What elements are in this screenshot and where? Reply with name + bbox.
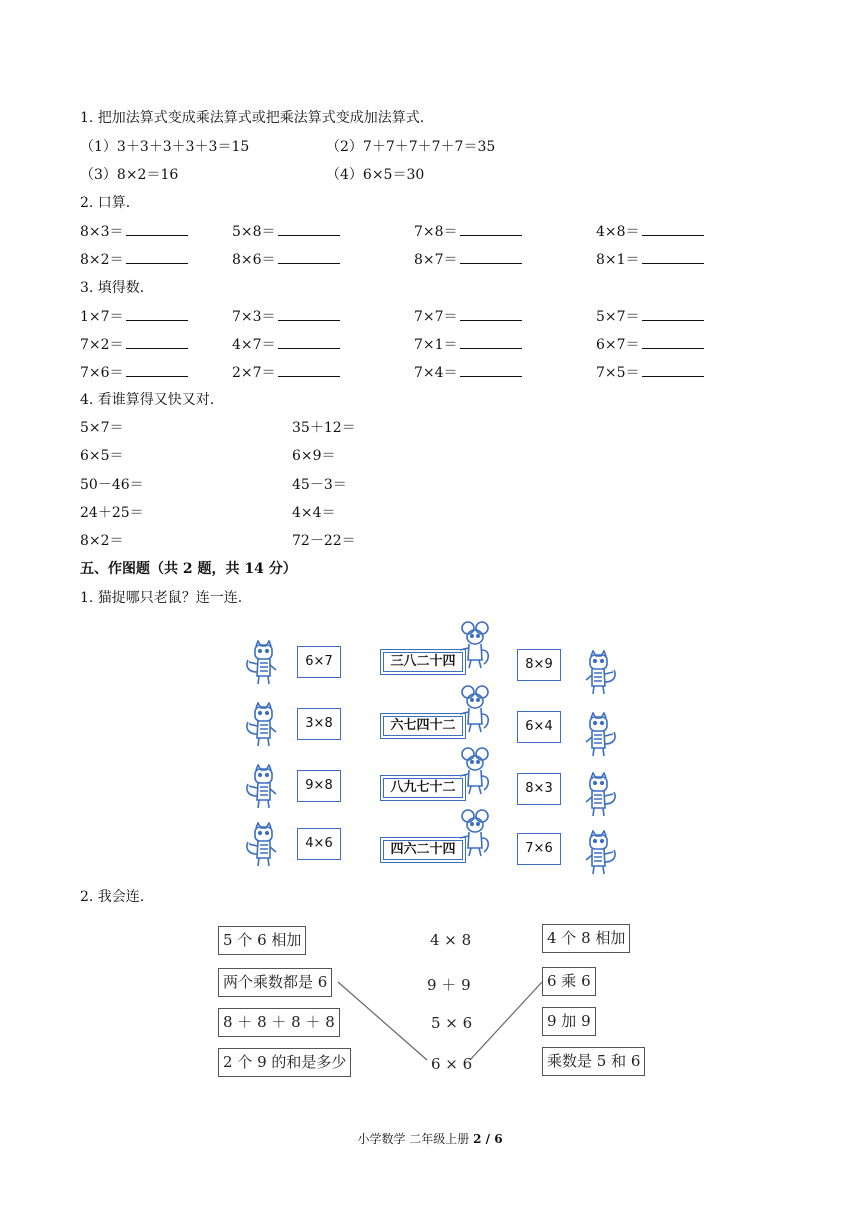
q4-expr: 24＋25＝ (80, 505, 144, 521)
q4-expr: 4×4＝ (292, 505, 336, 521)
q2-expr: 8×2＝ (80, 252, 124, 268)
q1-item-4: （4）6×5＝30 (326, 167, 425, 183)
match-middle-expr[interactable]: 5 × 6 (431, 1014, 473, 1032)
section-heading: 五、作图题（共 2 题，共 14 分） (80, 561, 297, 577)
match-right-box[interactable]: 4 个 8 相加 (542, 924, 630, 953)
p2-title: 2. 我会连. (80, 889, 145, 905)
match-right-box[interactable]: 乘数是 5 和 6 (542, 1047, 645, 1076)
match-left-box[interactable]: 2 个 9 的和是多少 (218, 1048, 351, 1077)
q3-expr: 7×2＝ (80, 337, 124, 353)
match-right-box[interactable]: 6 乘 6 (542, 967, 596, 996)
q3-expr: 7×1＝ (414, 337, 458, 353)
q1-title: 1. 把加法算式变成乘法算式或把乘法算式变成加法算式. (80, 110, 425, 126)
q4-expr: 50－46＝ (80, 477, 144, 493)
q3-expr: 7×6＝ (80, 365, 124, 381)
q3-expr: 7×5＝ (596, 365, 640, 381)
mouse-rhyme-box[interactable]: 六七四十二 (380, 713, 466, 739)
match-middle-expr[interactable]: 9 ＋ 9 (427, 976, 471, 994)
match-right-box[interactable]: 9 加 9 (542, 1007, 596, 1036)
cat-expr-box[interactable]: 8×9 (517, 649, 561, 681)
p1-title: 1. 猫捉哪只老鼠？连一连. (80, 590, 243, 606)
q1-item-2: （2）7＋7＋7＋7＋7＝35 (326, 139, 496, 155)
footer-text: 小学数学 二年级上册 (357, 1132, 470, 1146)
match-left-box[interactable]: 两个乘数都是 6 (218, 968, 332, 997)
q2-expr: 8×6＝ (232, 252, 276, 268)
q4-expr: 6×5＝ (80, 448, 124, 464)
q3-expr: 7×7＝ (414, 309, 458, 325)
q3-expr: 7×4＝ (414, 365, 458, 381)
q4-expr: 5×7＝ (80, 420, 124, 436)
cat-expr-box[interactable]: 9×8 (297, 770, 341, 802)
q2-expr: 7×8＝ (414, 224, 458, 240)
q3-expr: 6×7＝ (596, 337, 640, 353)
q4-title: 4. 看谁算得又快又对. (80, 392, 215, 408)
match-middle-expr[interactable]: 4 × 8 (430, 931, 472, 949)
cat-expr-box[interactable]: 6×7 (297, 646, 341, 678)
mouse-rhyme-box[interactable]: 四六二十四 (380, 837, 466, 863)
cat-expr-box[interactable]: 8×3 (517, 773, 561, 805)
page-footer (0, 1130, 860, 1147)
cat-expr-box[interactable]: 6×4 (517, 711, 561, 743)
q4-expr: 35＋12＝ (292, 420, 356, 436)
q3-expr: 1×7＝ (80, 309, 124, 325)
mouse-rhyme-box[interactable]: 三八二十四 (380, 649, 466, 675)
q2-expr: 8×7＝ (414, 252, 458, 268)
match-line (470, 982, 542, 1060)
q1-item-1: （1）3＋3＋3＋3＋3＝15 (80, 139, 250, 155)
q2-expr: 8×1＝ (596, 252, 640, 268)
cat-expr-box[interactable]: 7×6 (517, 833, 561, 865)
q2-expr: 8×3＝ (80, 224, 124, 240)
q3-expr: 5×7＝ (596, 309, 640, 325)
q2-expr: 4×8＝ (596, 224, 640, 240)
q3-expr: 2×7＝ (232, 365, 276, 381)
q4-expr: 6×9＝ (292, 448, 336, 464)
cat-expr-box[interactable]: 4×6 (297, 828, 341, 860)
cat-expr-box[interactable]: 3×8 (297, 708, 341, 740)
q4-expr: 8×2＝ (80, 533, 124, 549)
q3-expr: 7×3＝ (232, 309, 276, 325)
q4-expr: 72－22＝ (292, 533, 356, 549)
mouse-rhyme-box[interactable]: 八九七十二 (380, 775, 466, 801)
q3-expr: 4×7＝ (232, 337, 276, 353)
q3-title: 3. 填得数. (80, 280, 145, 296)
match-left-box[interactable]: 5 个 6 相加 (218, 926, 306, 955)
page-number: 2 / 6 (473, 1132, 503, 1146)
q1-item-3: （3）8×2＝16 (80, 167, 179, 183)
q2-title: 2. 口算. (80, 195, 131, 211)
match-middle-expr[interactable]: 6 × 6 (431, 1055, 473, 1073)
q4-expr: 45－3＝ (292, 477, 347, 493)
match-left-box[interactable]: 8 ＋ 8 ＋ 8 ＋ 8 (218, 1008, 340, 1037)
q2-expr: 5×8＝ (232, 224, 276, 240)
